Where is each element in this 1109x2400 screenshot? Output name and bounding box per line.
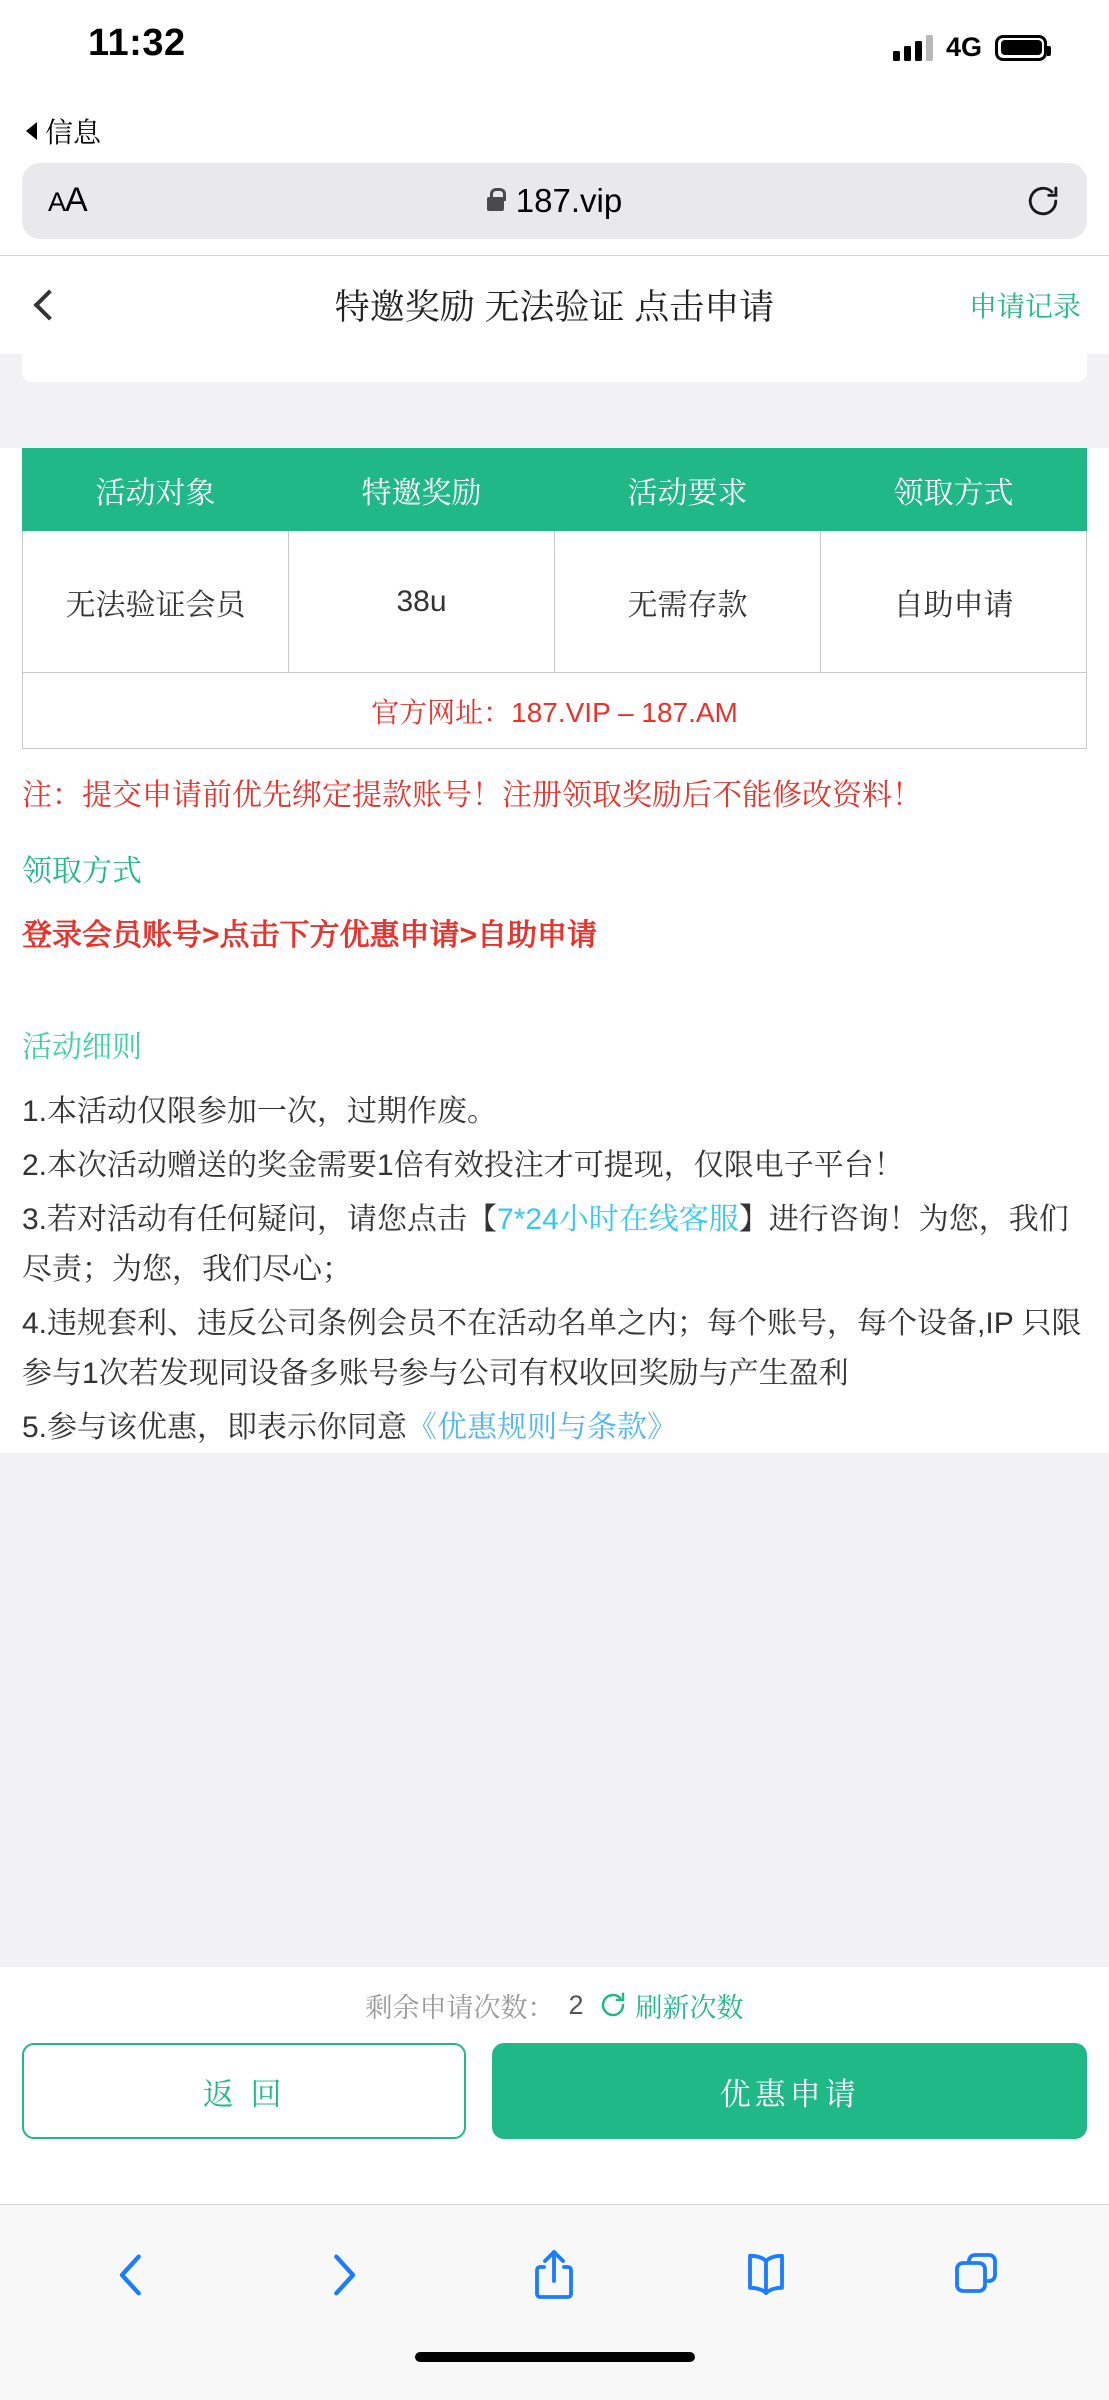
browser-url-bar [0,152,1109,256]
top-card-remnant [22,354,1087,382]
chevron-left-icon [112,2247,152,2303]
promo-table [22,448,1087,749]
battery-icon [995,35,1047,61]
signal-bars-icon [893,35,933,61]
tabs-icon [951,2249,1003,2301]
application-records-link[interactable]: 申请记录 [968,291,1081,322]
browser-forward-button[interactable] [312,2244,374,2306]
table-header-cell: 活动对象 [23,449,289,531]
table-header-row [23,449,1087,531]
table-footer-row [23,673,1087,749]
table-header-cell: 特邀奖励 [289,449,555,531]
status-indicators [893,32,1047,63]
home-indicator[interactable] [415,2352,695,2362]
table-header-cell: 活动要求 [555,449,821,531]
rules-section-title: 活动细则 [22,1031,142,1064]
rule-item: 5.参与该优惠，即表示你同意《优惠规则与条款》 [22,1411,678,1444]
reload-icon[interactable] [1025,183,1061,219]
back-button[interactable]: 返 回 [22,2043,466,2139]
safari-toolbar [0,2204,1109,2344]
table-row [23,531,1087,673]
remaining-label: 剩余申请次数： [365,1992,555,2023]
back-to-messages-label: 信息 [45,117,102,148]
notice-text: 注：提交申请前优先绑定提款账号！注册领取奖励后不能修改资料！ [22,779,922,812]
rule-item: 1.本活动仅限参加一次，过期作废。 [22,1095,498,1128]
claim-steps-text: 登录会员账号>点击下方优惠申请>自助申请 [22,919,598,952]
url-center [22,182,1087,220]
text-size-button[interactable]: AA [48,181,87,219]
refresh-icon [598,1990,628,2020]
table-cell: 自助申请 [821,531,1087,673]
apply-button[interactable]: 优惠申请 [492,2043,1087,2139]
rule-item: 2.本次活动赠送的奖金需要1倍有效投注才可提现，仅限电子平台！ [22,1149,904,1182]
rule-item: 3.若对活动有任何疑问，请您点击【7*24小时在线客服】进行咨询！为您，我们尽责；为您，我们尽心； [22,1203,1069,1286]
remaining-count: 2 [568,1989,584,2020]
network-type-label: 4G [945,32,982,62]
claim-section-title: 领取方式 [22,855,142,888]
status-time: 11:32 [88,22,186,64]
action-buttons [22,2043,1087,2153]
official-site-cell [23,673,1087,749]
online-support-link[interactable]: 7*24小时在线客服 [497,1203,739,1236]
back-triangle-icon [26,122,37,140]
table-cell: 38u [289,531,555,673]
rules-list [22,1087,1087,1453]
terms-link[interactable]: 《优惠规则与条款》 [407,1411,678,1444]
bookmarks-button[interactable] [735,2244,797,2306]
status-bar [0,0,1109,110]
lock-icon [487,197,504,211]
home-indicator-area [0,2344,1109,2400]
tabs-button[interactable] [946,2244,1008,2306]
share-icon [529,2247,579,2303]
remaining-attempts-row [22,1967,1087,2043]
chevron-right-icon [323,2247,363,2303]
browser-back-button[interactable] [101,2244,163,2306]
table-cell: 无法验证会员 [23,531,289,673]
table-cell: 无需存款 [555,531,821,673]
back-to-messages[interactable] [0,110,1109,152]
table-header-cell: 领取方式 [821,449,1087,531]
page-header [0,256,1109,354]
url-text: 187.vip [515,181,623,219]
rule-item: 4.违规套利、违反公司条例会员不在活动名单之内；每个账号，每个设备,IP 只限参与1次若发现同设备多账号参与公司有权收回奖励与产生盈利 [22,1307,1082,1390]
official-site-value: 187.VIP – 187.AM [511,696,738,728]
refresh-attempts-button[interactable] [598,1986,744,2025]
refresh-attempts-label: 刷新次数 [635,1992,744,2023]
page-content [0,354,1109,1966]
page-title: 特邀奖励 无法验证 点击申请 [334,288,775,327]
url-field[interactable] [22,163,1087,239]
book-icon [740,2249,792,2301]
chevron-left-icon[interactable] [33,289,64,320]
share-button[interactable] [523,2244,585,2306]
official-site-label: 官方网址： [371,696,512,728]
action-bar [0,1966,1109,2204]
promo-body [0,448,1109,1453]
